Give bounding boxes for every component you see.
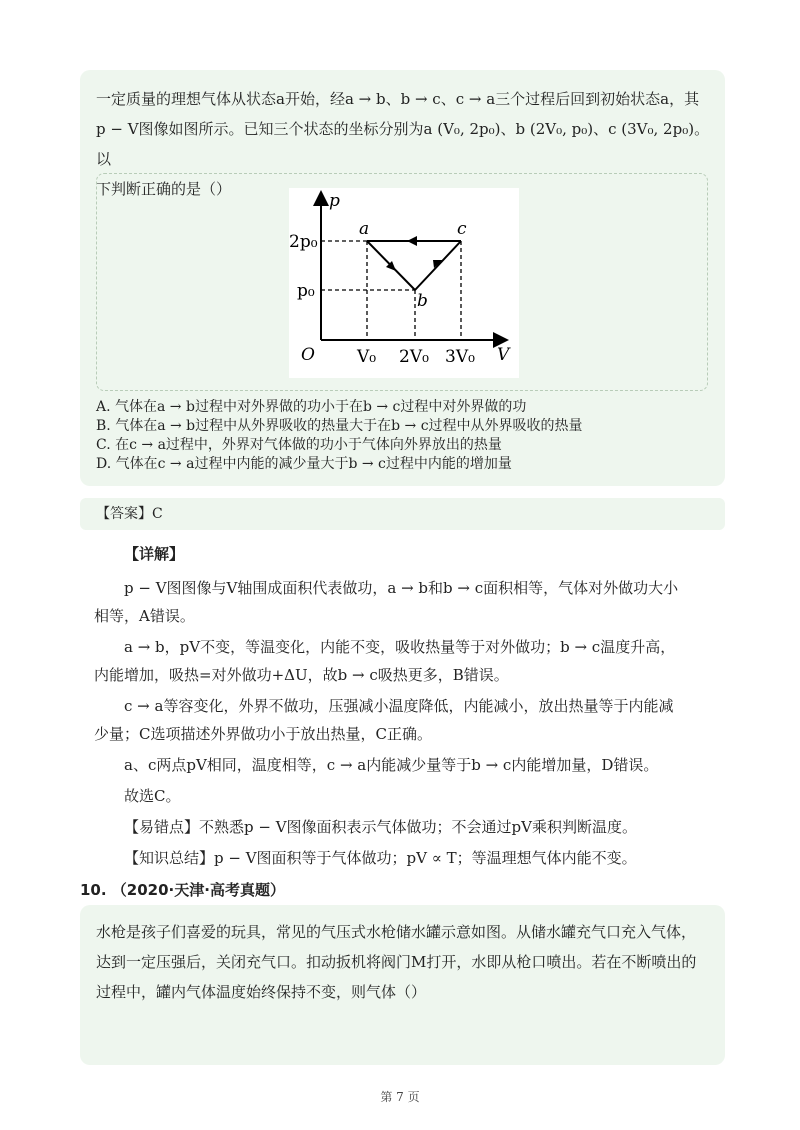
- option-d[interactable]: D. 气体在c → a过程中内能的减少量大于b → c过程中内能的增加量: [96, 456, 512, 472]
- arrow-c-to-a: [407, 236, 417, 246]
- page-number: 第 7 页: [380, 1090, 420, 1104]
- pv-diagram-svg: [289, 188, 519, 378]
- pv-diagram: [289, 188, 519, 378]
- question-card: [80, 70, 725, 486]
- question-10-text: 水枪是孩子们喜爱的玩具，常见的气压式水枪储水罐示意如图。从储水罐充气口充入气体，达到一定压强后，关闭充气口。扣动扳机将阀门M打开，水即从枪口喷出。若在不断喷出的过程中，罐内气体温度始终保持不变，则气体（）: [96, 923, 697, 1001]
- explanation-p3: c → a等容变化，外界不做功，压强减小温度降低，内能减小，放出热量等于内能减少量；C选项描述外界做功小于放出热量，C正确。: [94, 697, 674, 743]
- figure-frame: [96, 173, 708, 391]
- option-b[interactable]: B. 气体在a → b过程中从外界吸收的热量大于在b → c过程中从外界吸收的热量: [96, 418, 583, 434]
- explanation-p4: a、c两点pV相同，温度相等，c → a内能减少量等于b → c内能增加量，D错误。: [124, 756, 659, 774]
- option-c[interactable]: C. 在c → a过程中，外界对气体做的功小于气体向外界放出的热量: [96, 437, 502, 453]
- knowledge-summary: 【知识总结】p − V图面积等于气体做功；pV ∝ T；等温理想气体内能不变。: [124, 849, 637, 867]
- error-prone-point: 【易错点】不熟悉p − V图像面积表示气体做功；不会通过pV乘积判断温度。: [124, 818, 637, 836]
- guide-lines: [321, 241, 461, 340]
- tick-label-p0: p₀: [297, 281, 315, 301]
- option-list: [96, 398, 716, 474]
- explanation-p5: 故选C。: [124, 787, 181, 805]
- answer-bar: 【答案】C: [80, 498, 725, 530]
- x-axis-label: V: [497, 345, 510, 365]
- process-triangle: [367, 241, 461, 290]
- tick-label-v0: V₀: [357, 347, 377, 367]
- explanation-p2: a → b，pV不变，等温变化，内能不变，吸收热量等于对外做功；b → c温度升高，内能增加，吸热=对外做功+ΔU，故b → c吸热更多，B错误。: [94, 638, 676, 684]
- question-10-heading: 10. （2020·天津·高考真题）: [80, 881, 285, 899]
- point-label-c: c: [457, 219, 467, 239]
- explanation-heading: 【详解】: [124, 545, 185, 563]
- tick-label-2v0: 2V₀: [399, 347, 429, 367]
- question-10-card: [80, 905, 725, 1065]
- tick-label-2p0: 2p₀: [289, 232, 318, 252]
- stem-line-3: 下判断正确的是（）: [96, 180, 232, 198]
- option-a[interactable]: A. 气体在a → b过程中对外界做的功小于在b → c过程中对外界做的功: [96, 399, 527, 415]
- tick-label-3v0: 3V₀: [445, 347, 475, 367]
- point-label-b: b: [417, 291, 428, 311]
- y-axis-label: p: [329, 191, 340, 211]
- point-label-a: a: [359, 219, 370, 239]
- explanation-p1: p − V图图像与V轴围成面积代表做功，a → b和b → c面积相等，气体对外做功大小相等，A错误。: [94, 579, 679, 625]
- explanation: [94, 540, 684, 875]
- stem-line-2: p − V图像如图所示。已知三个状态的坐标分别为a (V₀, 2p₀)、b (2V₀, p₀)、c (3V₀, 2p₀)。以: [96, 120, 710, 168]
- stem-line-1: 一定质量的理想气体从状态a开始，经a → b、b → c、c → a三个过程后回到初始状态a，其: [96, 90, 700, 108]
- origin-label: O: [301, 345, 315, 365]
